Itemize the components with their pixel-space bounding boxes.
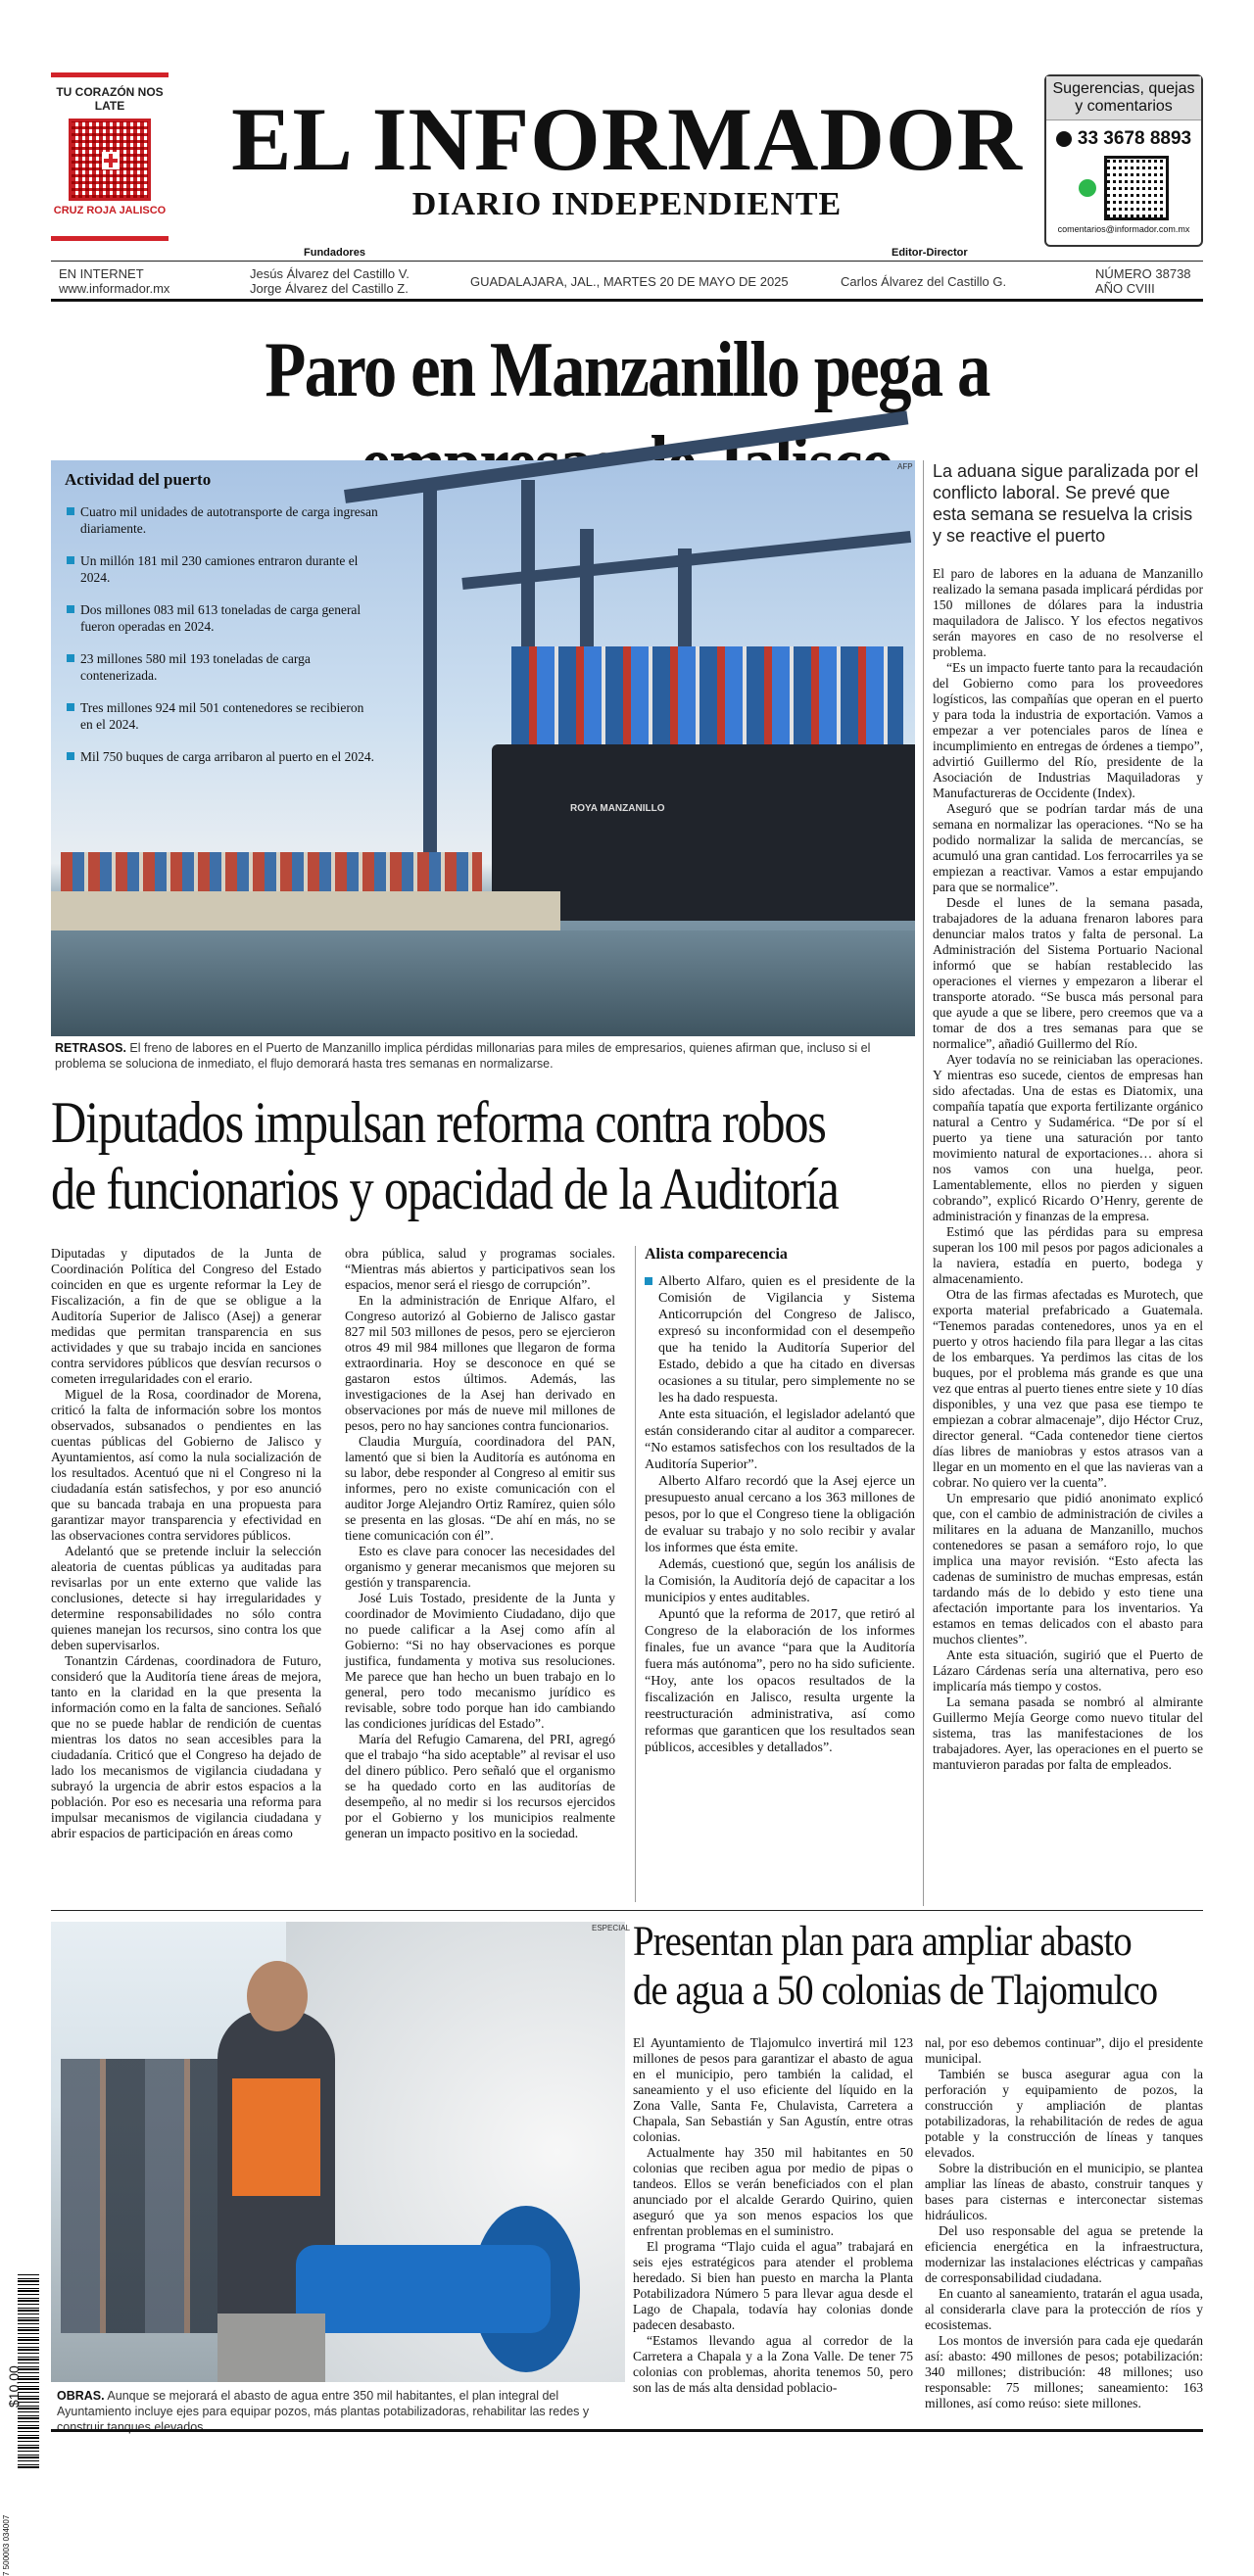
suggestions-email[interactable]: comentarios@informador.com.mx (1057, 224, 1190, 234)
paragraph: Además, cuestionó que, según los análisis de la Comisión, la Auditoría dejó de capacitar a los municipios y entes auditables. (645, 1557, 915, 1605)
paragraph: Miguel de la Rosa, coordinador de Morena, criticó la falta de información sobre los montos observados, subsanados o pendientes en las cuentas públicas del Gobierno de Jalisco y Ayuntamientos, así como la nula socialización de los resultados. Acentuó que ni el Congreso ni la ciudadanía están satisfechos, y por eso anunció que su bancada trabaja en una propuesta para garantizar mayor transparencia y efectividad en las observaciones contra servidores públicos. (51, 1387, 321, 1543)
paragraph: Esto es clave para conocer las necesidades del organismo y generar mecanismos que mejoren su gestión y transparencia. (345, 1544, 615, 1590)
crane-leg (423, 490, 437, 891)
third-photo-caption (57, 2388, 625, 2435)
container-yard (61, 852, 482, 891)
issue-info (1095, 266, 1191, 296)
suggestions-qr-code[interactable] (1104, 156, 1169, 220)
paragraph: Ante esta situación, el legislador adelantó que están considerando citar al auditor a comparecer. “No estamos satisfechos con los resultados de la Auditoría Superior”. (645, 1407, 915, 1472)
internet-info (59, 266, 169, 296)
whatsapp-icon (1079, 179, 1096, 197)
caption-text: Aunque se mejorará el abasto de agua entre 350 mil habitantes, el plan integral del Ayuntamiento incluye ejes para equipar pozos, más plantas potabilizadoras, rehabilitar las redes y construir tanques elevados. (57, 2389, 590, 2434)
subsection-title: Alista comparecencia (645, 1246, 788, 1263)
lead-story-body (933, 566, 1203, 1773)
cruz-roja-label: CRUZ ROJA JALISCO (53, 205, 167, 216)
masthead-divider-bottom (51, 299, 1203, 302)
subsection-body (645, 1273, 915, 1756)
paragraph: Tonantzin Cárdenas, coordinadora de Futuro, consideró que la Auditoría tiene áreas de mejora, tanto en la claridad en la que presenta la información como en la falta de sanciones. Señaló que no se puede hablar de rendición de cuentas mientras los datos no sean accesibles para la ciudadanía. Criticó que el Congreso ha dejado de lado los mecanismos de vigilancia ciudadana y subrayó la urgencia de abrir estos espacios a la población. Por eso es necesaria una reforma para impulsar mecanismos de vigilancia ciudadana y abrir espacios de participación en áreas como (51, 1653, 321, 1840)
paragraph: Sobre la distribución en el municipio, se plantea ampliar las líneas de abasto, construir tanques y bases para cisternas e interconectar sistemas hidráulicos. (925, 2161, 1203, 2222)
dock (51, 891, 560, 930)
sidebar-item: Mil 750 buques de carga arribaron al puerto en el 2024. (65, 748, 378, 765)
ship-name: ROYA MANZANILLO (570, 803, 665, 814)
paragraph: Claudia Murguía, coordinadora del PAN, lamentó que si bien la Auditoría es autónoma en su labor, debe responder al Congreso al emitir sus informes, pero no existe comunicación con el auditor Jorge Alejandro Ortiz Ramírez, quien sólo se presenta en las glosas. “De ahí en más, no se tiene comunicación con él”. (345, 1434, 615, 1543)
second-story-col-1 (51, 1246, 321, 1841)
concrete-block (217, 2314, 325, 2382)
lead-headline[interactable]: Paro en Manzanillo pega a (265, 327, 989, 413)
paragraph: En la administración de Enrique Alfaro, el Congreso autorizó al Gobierno de Jalisco gastar 827 mil 503 millones de pesos, pero se ejercieron otros 49 mil 984 millones que llegaron de forma extraordinaria. Hoy se desconoce en qué se gastaron estos últimos. Además, las investigaciones de la Asej han derivado en observaciones por más de nueve mil millones de pesos, pero no hay sanciones contra funcionarios. (345, 1293, 615, 1433)
headline-line-2: de agua a 50 colonias de Tlajomulco (633, 1968, 1158, 2014)
founder-2: Jorge Álvarez del Castillo Z. (250, 281, 409, 296)
photo-credit-especial: ESPECIAL (592, 1924, 631, 1932)
paragraph: Otra de las firmas afectadas es Murotech, que exporta material prefabricado a Guatemala. “Tenemos paradas contenedores, unos ya en el puerto y otros haciendo fila para llegar a las citas de los embarques. Ya perdimos las citas de los buques, por el problema más grande es que una vez que entras al puerto tienes entre siete y 10 días disponibles, y una vez que pasa ese tiempo te empiezan a cobrar almacenaje”, dijo Héctor Cruz, director general. “Cada contenedor tiene ciertos días libres de maniobras y estos atrasos van a llegar en un momento en el que las navieras van a cobrar. No quiero ver la cuenta”. (933, 1287, 1203, 1490)
founder-1: Jesús Álvarez del Castillo V. (250, 266, 410, 281)
page-bottom-rule (51, 2429, 1203, 2432)
caption-text: El freno de labores en el Puerto de Manzanillo implica pérdidas millonarias para miles de empresarios, quienes afirman que, incluso si el problema se soluciona de inmediato, el flujo demorará hasta tres semanas en normalizarse. (55, 1041, 871, 1071)
paragraph-text: Alberto Alfaro, quien es el presidente de la Comisión de Vigilancia y Sistema Anticorrupción del Congreso de Jalisco, expresó su inconformidad con el desempeño que ha tenido la Auditoría Superior del Estado, debido a que ha citado en diversas ocasiones a su titular, pero simplemente no se les ha dado respuesta. (658, 1274, 915, 1406)
founders-label: Fundadores (304, 247, 365, 259)
editor-name: Carlos Álvarez del Castillo G. (841, 274, 1007, 289)
paragraph: “Es un impacto fuerte tanto para la recaudación del Gobierno como para los proveedores logísticos, las compañías que operan en el puerto y para toda la industria de exportación. Vamos a empezar a ver potenciales paros de línea e incumplimiento en entregas de órdenes a tiempo”, advirtió Guillermo del Río, presidente de la Asociación de Industrias Maquiladoras y Manufactureras de Occidente (Index). (933, 660, 1203, 800)
paragraph (645, 1273, 915, 1407)
third-story-col-2 (925, 2035, 1203, 2411)
water (51, 930, 915, 1036)
paragraph: Diputadas y diputados de la Junta de Coordinación Política del Congreso del Estado coinciden en que es urgente reformar la Ley de Fiscalización, a fin de que se obligue a la Auditoría Superior de Jalisco (Asej) a generar medidas que permitan transparencia en sus actividades y que su trabajo incida en sanciones contra servidores públicos que desvían recursos o cometen irregularidades con el erario. (51, 1246, 321, 1386)
suggestions-box (1044, 74, 1203, 247)
caption-label: OBRAS. (57, 2389, 105, 2403)
suggestions-title: Sugerencias, quejas y comentarios (1046, 76, 1201, 120)
headline-line-1: Diputados impulsan reforma contra robos (51, 1090, 826, 1155)
headline-line-1: Presentan plan para ampliar abasto (633, 1919, 1132, 1965)
paragraph: Actualmente hay 350 mil habitantes en 50 colonias que reciben agua por medio de pipas o tandeos. Ellos se verán beneficiados con el plan anunciado por el alcalde Gerardo Quirino, quien aseguró que ya son menos espacios los que enfrentan problemas en el suministro. (633, 2145, 913, 2238)
barcode (2, 2272, 39, 2576)
sidebar-title: Actividad del puerto (65, 470, 212, 489)
newspaper-tagline: DIARIO INDEPENDIENTE (411, 186, 843, 222)
third-story-col-1 (633, 2035, 913, 2396)
sidebar-item: Tres millones 924 mil 501 contenedores se recibieron en el 2024. (65, 699, 378, 733)
paragraph: Ante esta situación, sugirió que el Puerto de Lázaro Cárdenas sería una alternativa, pero eso implicaría más tiempo y costos. (933, 1647, 1203, 1693)
second-headline[interactable] (51, 1089, 839, 1222)
phone-text: 33 3678 8893 (1077, 128, 1192, 149)
paragraph: Adelantó que se pretende incluir la selección aleatoria de cuentas públicas ya auditadas para revisarlas por un ente externo que valide las conclusiones, detecte si hay irregularidades y determine responsabilidades no sólo contra quienes manejan los recursos, sino contra los que deben supervisarlos. (51, 1544, 321, 1652)
newspaper-name: EL INFORMADOR (231, 89, 1023, 189)
paragraph: Un empresario que pidió anonimato explicó que, con el cambio de administración de civiles a militares en la aduana de Manzanillo, muchos contenedores se pasan a semáforo rojo, lo que implica una mayor revisión. “Esto afecta las cadenas de suministro de muchas empresas, están tardando más de lo debido y esto tiene una afectación importante para los inventarios. Ya estamos en temas delicados con el abasto para muchos clientes”. (933, 1491, 1203, 1646)
sidebar-item: Cuatro mil unidades de autotransporte de carga ingresan diariamente. (65, 503, 378, 537)
paragraph: Apuntó que la reforma de 2017, que retiró al Congreso de la elaboración de los informes finales, fue un avance “para que la Auditoría fuera más autónoma”, pero no ha sido suficiente. “Hoy, ante los opacos resultados de la fiscalización en Jalisco, resulta urgente la reestructuración administrativa, así como reformas que garanticen que los resultados sean públicos, accesibles y detallados”. (645, 1607, 915, 1755)
sidebar-item: Un millón 181 mil 230 camiones entraron durante el 2024. (65, 552, 378, 586)
section-divider (51, 1910, 1203, 1911)
headline-line-2: de funcionarios y opacidad de la Auditoría (51, 1157, 839, 1221)
photo-credit-afp: AFP (897, 462, 913, 471)
second-story-col-3 (645, 1246, 915, 1756)
paragraph: María del Refugio Camarena, del PRI, agregó que el trabajo “ha sido aceptable” al revisar el uso del dinero público. Pero señaló que el organismo se ha quedado corto en las auditorías de desempeño, al no medir si los recursos ejercidos por el Gobierno y los municipios realmente generan un impacto positivo en la sociedad. (345, 1732, 615, 1840)
masthead-divider-top (51, 261, 1203, 262)
phone-number[interactable] (1046, 128, 1201, 150)
barcode-number: 7 500003 034007 (2, 2514, 11, 2576)
internet-label: EN INTERNET (59, 266, 144, 281)
cruz-roja-slogan: TU CORAZÓN NOS LATE (56, 85, 164, 113)
column-divider (923, 460, 924, 1906)
website-link[interactable]: www.informador.mx (59, 281, 170, 296)
water-pipe (296, 2245, 551, 2333)
sidebar-item: Dos millones 083 mil 613 toneladas de carga general fueron operadas en 2024. (65, 601, 378, 635)
official-head (247, 1961, 308, 2031)
bullet-icon (645, 1277, 652, 1285)
issue-year: AÑO CVIII (1095, 281, 1155, 296)
founders (250, 266, 410, 296)
sidebar-item: 23 millones 580 mil 193 toneladas de carga contenerizada. (65, 650, 378, 684)
issue-number: NÚMERO 38738 (1095, 266, 1191, 281)
column-divider (635, 1246, 636, 1902)
cruz-roja-qr-code[interactable] (69, 119, 151, 201)
third-headline[interactable] (633, 1918, 1162, 2016)
paragraph: Estimó que las pérdidas para su empresa superan los 100 mil pesos por pagos adicionales a la naviera, estadía en puerto, bodega y almacenamiento. (933, 1224, 1203, 1286)
safety-vest (232, 2078, 320, 2196)
caption-label: RETRASOS. (55, 1041, 126, 1055)
phone-icon (1056, 131, 1072, 147)
paragraph: José Luis Tostado, presidente de la Junta y coordinador de Movimiento Ciudadano, dijo que no puede calificar a la Asej como afín al Gobierno: “Si no hay observaciones es porque justifica, fundamenta y motiva sus resoluciones. Me parece que han hecho un buen trabajo en lo general, pero todo mecanismo jurídico es revisable, sobre todo porque han ido cambiando las condiciones jurídicas del Estado”. (345, 1591, 615, 1731)
red-cross-icon (102, 152, 120, 169)
paragraph: Alberto Alfaro recordó que la Asej ejerce un presupuesto anual cercano a los 363 millones de pesos, por lo que el Congreso tiene la obligación de evaluar su trabajo y no solo recibir y avalar los informes que ésta emite. (645, 1474, 915, 1555)
lead-deck: La aduana sigue paralizada por el conflicto laboral. Se prevé que esta semana se resuelva la crisis y se reactive el puerto (933, 461, 1199, 546)
paragraph: Ayer todavía no se reiniciaban las operaciones. Y mientras eso sucede, cientos de empresas han sido afectadas. Una de estas es Diatomix, una compañía tapatía que exporta fertilizante orgánico natural a Centro y Sudamérica. “De por sí el puerto ya tiene una saturación por tanto movimiento natural de exportaciones… ahora si nos vamos con una huelga, peor. Lamentablemente, ellos no pierden y siguen cobrando”, explicó Ricardo O’Henry, gerente de administración y finanzas de la empresa. (933, 1052, 1203, 1223)
ship-containers (511, 646, 903, 754)
port-activity-sidebar (65, 470, 378, 781)
paragraph: También se busca asegurar agua con la perforación y equipamiento de pozos, la construcción y ampliación de plantas potabilizadoras, la rehabilitación de redes de agua potable y la construcción de líneas y tanques elevados. (925, 2067, 1203, 2160)
second-story-col-2 (345, 1246, 615, 1841)
paragraph: El Ayuntamiento de Tlajomulco invertirá mil 123 millones de pesos para garantizar el abasto de agua en el municipio, pero también la calidad, el saneamiento y el uso eficiente del líquido en la Zona Valle, Santa Fe, Chulavista, Carretera a Chapala, San Sebastián y San Agustín, entre otras colonias. (633, 2035, 913, 2144)
paragraph: Desde el lunes de la semana pasada, trabajadores de la aduana frenaron labores para denunciar malos tratos y falta de personal. La Administración del Sistema Portuario Nacional informó que se habían restablecido las operaciones el viernes y empezaron a liberar el transporte atorado. “Se busca más personal para que ayude a que se libere, pero creemos que va a tomar de dos a tres semanas para que se normalice”, añadió Guillermo del Río. (933, 895, 1203, 1051)
paragraph: La semana pasada se nombró al almirante Guillermo Mejía George como nuevo titular del sistema, tras las manifestaciones de los trabajadores. Ayer, las operaciones en el puerto se mantuvieron paradas por falta de empleados. (933, 1694, 1203, 1772)
editor-label: Editor-Director (892, 247, 968, 259)
dateline: GUADALAJARA, JAL., MARTES 20 DE MAYO DE 2025 (470, 274, 789, 289)
paragraph: En cuanto al saneamiento, tratarán el agua usada, al considerarla clave para la protección de ríos y ecosistemas. (925, 2286, 1203, 2332)
cover-price: $10.00 (6, 2365, 22, 2408)
paragraph: “Estamos llevando agua al corredor de la Carretera a Chapala y a la Zona Valle. De tener 75 colonias con problemas, ahorita tenemos 50, pero son las de más alta densidad poblacio- (633, 2333, 913, 2395)
paragraph: El programa “Tlajo cuida el agua” trabajará en seis ejes estratégicos para atender el problema heredado. Si bien han puesto en marcha la Planta Potabilizadora Número 5 para llevar agua desde el Lago de Chapala, todavía hay colonias donde padecen desabasto. (633, 2239, 913, 2332)
paragraph: nal, por eso debemos continuar”, dijo el presidente municipal. (925, 2035, 1203, 2066)
tlajomulco-photo[interactable] (51, 1922, 625, 2382)
paragraph: El paro de labores en la aduana de Manzanillo realizado la semana pasada implicará pérdidas por 150 millones de dólares para la industria maquiladora de Jalisco. Y los efectos negativos serán mayores en caso de no resolverse el problema. (933, 566, 1203, 659)
paragraph: Los montos de inversión para cada eje quedarán así: abasto: 490 millones de pesos; potabilización: 340 millones; distribución: 48 millones; uso responsable: 75 millones; saneamiento: 163 millones, así como reúso: siete millones. (925, 2333, 1203, 2410)
paragraph: obra pública, salud y programas sociales. “Mientras más abiertos y participativos sean los espacios, menor será el riesgo de corrupción”. (345, 1246, 615, 1292)
cruz-roja-ad[interactable] (51, 72, 169, 241)
paragraph: Del uso responsable del agua se pretende la eficiencia energética en la infraestructura, modernizar las instalaciones eléctricas y campañas de corresponsabilidad ciudadana. (925, 2223, 1203, 2285)
paragraph: Aseguró que se podrían tardar más de una semana en normalizar las operaciones. “No se ha podido normalizar la salida de mercancías, se acumuló una gran cantidad. Los ferrocarriles ya se empiezan a reactivar. Vamos a estar empujando para que se normalice”. (933, 801, 1203, 894)
crowd (61, 2059, 227, 2333)
lead-photo-caption (55, 1040, 913, 1072)
